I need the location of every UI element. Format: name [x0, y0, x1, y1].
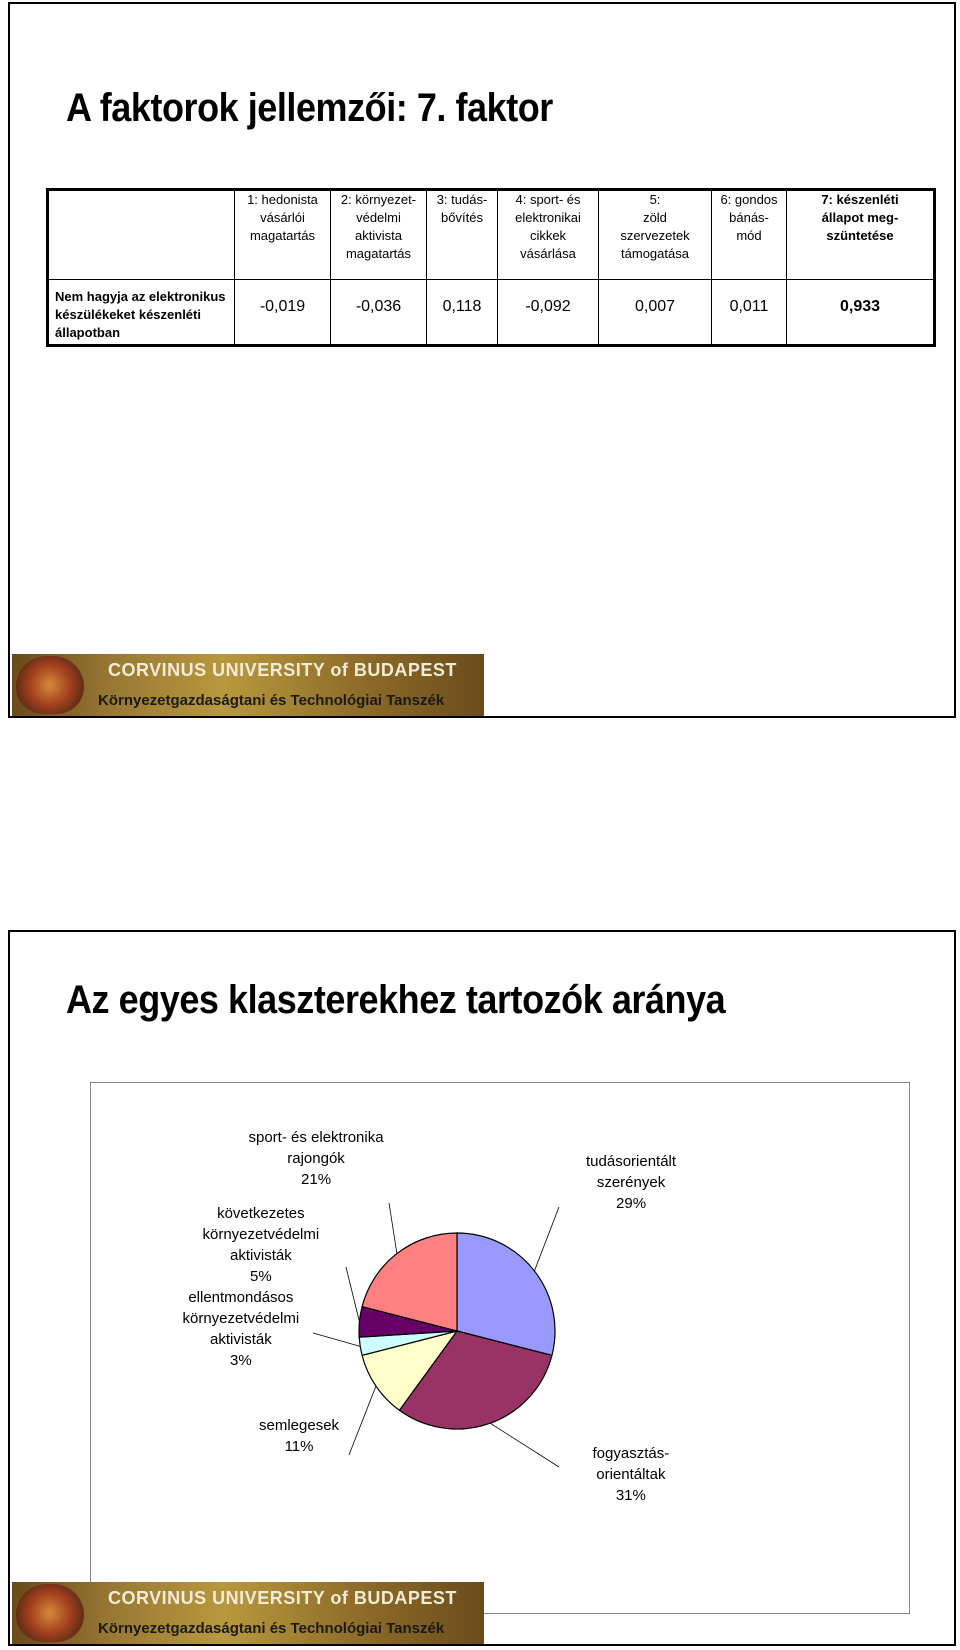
value-factor-4: -0,092 [498, 280, 599, 346]
header-line: 1: hedonista [247, 192, 318, 207]
header-factor-3 [427, 190, 498, 280]
pie-percent-label: 29% [616, 1195, 647, 1212]
table-row [48, 280, 935, 346]
banner-subtitle: Környezetgazdaságtani és Technológiai Tanszék [98, 692, 445, 709]
university-crest-icon [16, 1584, 84, 1642]
header-line: 6: gondos [720, 192, 778, 207]
header-line: 2: környezet- [340, 192, 417, 207]
pie-label-line: aktivisták [210, 1331, 272, 1348]
header-line: bánás- [729, 210, 769, 225]
header-factor-7 [787, 190, 935, 280]
header-factor-4 [498, 190, 599, 280]
pie-slice-label [259, 1415, 339, 1457]
pie-slice-label [586, 1151, 676, 1214]
header-line: állapot meg- [821, 210, 899, 225]
header-empty-cell [48, 190, 235, 280]
pie-label-line: rajongók [287, 1150, 345, 1167]
banner-title: CORVINUS UNIVERSITY of BUDAPEST [108, 1588, 457, 1608]
pie-leader-line [490, 1423, 559, 1467]
header-line: 4: sport- és [515, 192, 581, 207]
pie-slice-label [593, 1443, 670, 1506]
pie-label-line: következetes [217, 1205, 305, 1222]
pie-percent-label: 21% [301, 1171, 332, 1188]
header-line: szervezetek [620, 228, 690, 243]
university-banner [12, 654, 484, 716]
value-factor-2: -0,036 [331, 280, 427, 346]
pie-leader-line [534, 1207, 559, 1271]
slide-title: A faktorok jellemzői: 7. faktor [66, 86, 553, 130]
header-factor-5 [599, 190, 712, 280]
header-line: 5: [649, 192, 661, 207]
pie-percent-label: 11% [284, 1438, 314, 1455]
value-factor-1: -0,019 [235, 280, 331, 346]
pie-leader-line [346, 1267, 359, 1322]
pie-leader-line [313, 1333, 360, 1346]
pie-label-line: tudásorientált [586, 1153, 677, 1170]
header-line: aktivista [355, 228, 402, 243]
pie-label-line: környezetvédelmi [202, 1226, 320, 1243]
pie-percent-label: 5% [250, 1268, 272, 1285]
header-line: mód [736, 228, 762, 243]
header-line: magatartás [345, 246, 412, 261]
pie-slice-label [183, 1287, 300, 1371]
pie-slice-label [203, 1203, 320, 1287]
pie-leader-line [389, 1203, 397, 1254]
university-crest-icon [16, 656, 84, 714]
value-factor-5: 0,007 [599, 280, 712, 346]
value-factor-6: 0,011 [712, 280, 787, 346]
table-header-row [48, 190, 935, 280]
university-banner [12, 1582, 484, 1644]
pie-label-line: környezetvédelmi [182, 1310, 300, 1327]
header-line: támogatása [621, 246, 689, 261]
header-line: szüntetése [826, 228, 894, 243]
header-line: védelmi [356, 210, 401, 225]
banner-subtitle: Környezetgazdaságtani és Technológiai Tanszék [98, 1620, 445, 1637]
header-line: elektronikai [515, 210, 581, 225]
pie-percent-label: 3% [230, 1352, 252, 1369]
slide-title: Az egyes klaszterekhez tartozók aránya [66, 978, 726, 1022]
header-line: vásárlása [520, 246, 576, 261]
header-factor-6 [712, 190, 787, 280]
header-line: 7: készenléti [821, 192, 899, 207]
pie-percent-label: 31% [615, 1487, 646, 1504]
header-line: magatartás [249, 228, 316, 243]
header-line: zöld [643, 210, 667, 225]
header-line: vásárlói [260, 210, 305, 225]
header-line: bővítés [441, 210, 483, 225]
pie-label-line: aktivisták [230, 1247, 292, 1264]
pie-label-line: fogyasztás- [592, 1445, 670, 1462]
pie-label-line: semlegesek [259, 1417, 340, 1434]
factor-table [46, 188, 936, 347]
header-line: 3: tudás- [436, 192, 488, 207]
pie-slice-label [249, 1127, 384, 1190]
slide-factor-7 [8, 2, 956, 718]
pie-label-line: sport- és elektronika [248, 1129, 384, 1146]
value-factor-3: 0,118 [427, 280, 498, 346]
pie-label-line: ellentmondásos [188, 1289, 294, 1306]
header-factor-1 [235, 190, 331, 280]
banner-title: CORVINUS UNIVERSITY of BUDAPEST [108, 660, 457, 680]
pie-leader-line [349, 1386, 376, 1455]
pie-label-line: szerények [596, 1174, 666, 1191]
header-line: cikkek [529, 228, 567, 243]
row-label: Nem hagyja az elektronikus készülékeket készenléti állapotban [48, 280, 235, 346]
pie-chart-area [90, 1082, 910, 1614]
slide-cluster-shares [8, 930, 956, 1646]
pie-label-line: orientáltak [596, 1466, 666, 1483]
header-factor-2 [331, 190, 427, 280]
value-factor-7: 0,933 [787, 280, 935, 346]
